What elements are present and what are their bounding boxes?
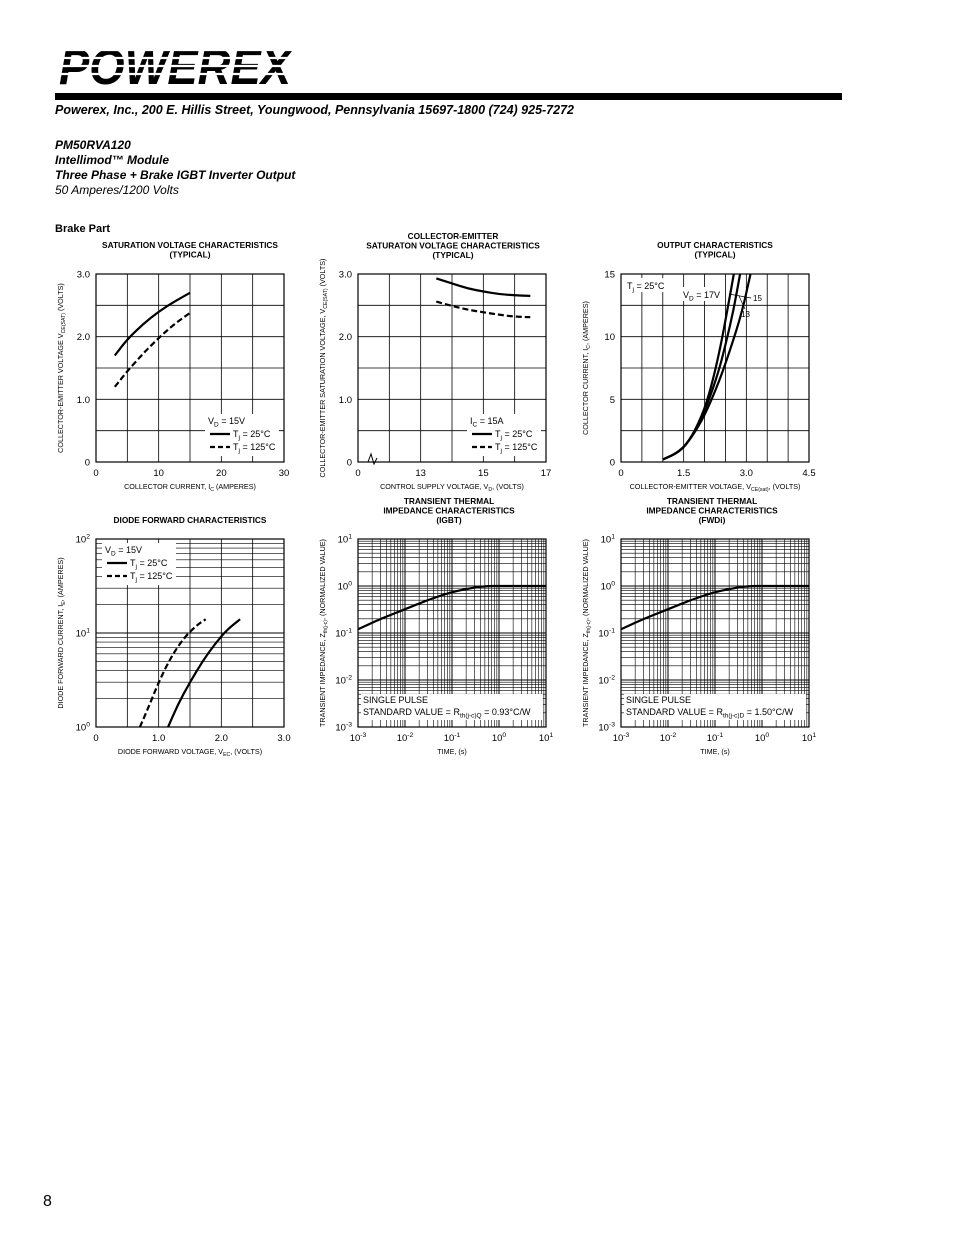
x-tick-label: 15: [478, 468, 489, 479]
notes: [624, 694, 806, 720]
y-tick-label: 2.0: [338, 332, 352, 344]
chart-sat: [56, 240, 289, 493]
y-axis-label: COLLECTOR-EMITTER SATURATION VOLTAGE, $V_{CE(SAT)}$ (VOLTS): [318, 258, 330, 478]
x-tick-label: 0: [93, 468, 99, 479]
y-tick-label: $10^2$: [75, 533, 90, 546]
y-tick-label: 3.0: [338, 269, 352, 281]
legend: [102, 543, 176, 585]
notes: [361, 694, 543, 720]
y-tick-label: $10^0$: [75, 721, 90, 734]
x-tick-label: $10^{-3}$: [612, 732, 630, 744]
chart-title: SATURATON VOLTAGE CHARACTERISTICS: [366, 240, 540, 251]
y-axis-label: DIODE FORWARD CURRENT, $I_E$, (AMPERES): [56, 557, 68, 709]
part-number: PM50RVA120: [55, 138, 131, 152]
company-address: Powerex, Inc., 200 E. Hillis Street, Youngwood, Pennsylvania 15697-1800 (724) 925-7272: [55, 103, 574, 117]
series-line-0: [115, 293, 190, 356]
chart-title: (TYPICAL): [432, 250, 474, 260]
legend-entry: $T_j = 125^\circ C$: [495, 442, 538, 455]
chart-title: IMPEDANCE CHARACTERISTICS: [646, 505, 778, 516]
y-tick-label: 3.0: [76, 269, 90, 281]
x-axis-label: CONTROL SUPPLY VOLTAGE, $V_D$, (VOLTS): [380, 482, 524, 494]
y-tick-label: $10^1$: [75, 627, 90, 640]
legend-condition: $V_D = 15V$: [105, 545, 142, 558]
legend-condition: $V_D = 15V$: [208, 416, 245, 429]
x-axis-label: DIODE FORWARD VOLTAGE, $V_{EC}$, (VOLTS): [117, 747, 263, 759]
x-tick-label: 1.0: [152, 733, 166, 744]
x-tick-label: 17: [540, 468, 552, 479]
chart-title: TRANSIENT THERMAL: [666, 496, 758, 506]
x-tick-label: $10^0$: [754, 732, 770, 744]
x-tick-label: 2.0: [214, 733, 228, 744]
module-name: Intellimod™ Module: [55, 153, 169, 167]
y-tick-label: $10^{-3}$: [335, 721, 352, 734]
chart-title: (TYPICAL): [694, 249, 736, 260]
annotation-temp: $T_j = 25^\circ C$: [627, 281, 665, 294]
chart-title: (TYPICAL): [169, 249, 211, 260]
y-tick-label: $10^{-2}$: [598, 674, 615, 687]
y-axis-label: COLLECTOR-EMITTER VOLTAGE $V_{CE(SAT)}$ (VOLTS): [56, 283, 68, 453]
x-tick-label: 30: [278, 468, 290, 479]
annotation-15: 15: [753, 294, 762, 303]
legend-condition: $I_C = 15A$: [470, 416, 504, 429]
note-standard-value: STANDARD VALUE = $R_{th(j-c)D} = 1.50^\circ C/W$: [626, 707, 794, 720]
chart-diode: [56, 515, 291, 758]
x-tick-label: $10^{-2}$: [659, 732, 677, 744]
y-tick-label: 5: [609, 394, 615, 406]
chart-title: TRANSIENT THERMAL: [403, 496, 495, 506]
y-tick-label: $10^{-2}$: [335, 674, 352, 687]
x-tick-label: 10: [153, 468, 164, 479]
product-rating: 50 Amperes/1200 Volts: [55, 183, 179, 197]
x-tick-label: 3.0: [739, 468, 753, 479]
svg-text:POWEREX: POWEREX: [59, 39, 294, 90]
x-tick-label: 0: [93, 733, 99, 744]
y-tick-label: 0: [609, 457, 615, 469]
chart-zth_fwdi: [581, 496, 816, 756]
y-axis-label: TRANSIENT IMPEDANCE, $Z_{th(j-c)}$, (NORMALIZED VALUE): [318, 539, 330, 727]
note-single-pulse: SINGLE PULSE: [363, 695, 429, 705]
chart-title: SATURATION VOLTAGE CHARACTERISTICS: [102, 240, 278, 250]
legend-entry: $T_j = 125^\circ C$: [130, 571, 173, 584]
series-line-1: [115, 313, 190, 387]
chart-title: DIODE FORWARD CHARACTERISTICS: [113, 515, 267, 525]
y-tick-label: $10^0$: [600, 580, 615, 593]
y-tick-label: 1.0: [76, 394, 90, 406]
chart-title: IMPEDANCE CHARACTERISTICS: [383, 505, 515, 516]
y-axis-label: TRANSIENT IMPEDANCE, $Z_{th(j-c)}$, (NORMALIZED VALUE): [581, 539, 593, 727]
y-axis-label: COLLECTOR CURRENT, $I_C$, (AMPERES): [581, 301, 593, 435]
legend: [467, 414, 541, 456]
x-tick-label: $10^{-1}$: [443, 732, 461, 744]
y-tick-label: 10: [604, 332, 615, 344]
product-description: Three Phase + Brake IGBT Inverter Output: [55, 168, 296, 182]
chart-title: (IGBT): [436, 515, 462, 525]
legend: [205, 414, 279, 456]
note-single-pulse: SINGLE PULSE: [626, 695, 692, 705]
y-tick-label: $10^{-1}$: [598, 627, 615, 640]
x-axis-label: COLLECTOR CURRENT, $I_C$ (AMPERES): [124, 482, 256, 494]
series-line-2: [663, 274, 751, 460]
legend-entry: $T_j = 25^\circ C$: [495, 429, 533, 442]
y-tick-label: 0: [84, 457, 90, 469]
x-tick-label: $10^{-1}$: [706, 732, 724, 744]
legend-entry: $T_j = 25^\circ C$: [233, 429, 271, 442]
y-tick-label: 2.0: [76, 332, 90, 344]
chart-title: OUTPUT CHARACTERISTICS: [657, 240, 773, 250]
y-tick-label: $10^0$: [337, 580, 352, 593]
chart-output: [581, 240, 816, 493]
y-tick-label: 15: [604, 269, 615, 281]
x-axis-label: TIME, (s): [437, 747, 467, 756]
x-tick-label: $10^0$: [491, 732, 507, 744]
legend-entry: $T_j = 25^\circ C$: [130, 558, 168, 571]
x-tick-label: $10^{-3}$: [349, 732, 367, 744]
x-tick-label: 4.5: [802, 468, 816, 479]
x-tick-label: 20: [216, 468, 227, 479]
annotation-13: 13: [741, 310, 750, 319]
y-tick-label: $10^1$: [600, 533, 615, 546]
annotation-vd: $V_D = 17V$: [683, 290, 720, 303]
series-line-0: [168, 619, 240, 727]
y-tick-label: 0: [346, 457, 352, 469]
x-tick-label: 0: [618, 468, 624, 479]
note-standard-value: STANDARD VALUE = $R_{th(j-c)Q} = 0.93^\circ C/W$: [363, 707, 531, 720]
y-tick-label: $10^{-3}$: [598, 721, 615, 734]
chart-zth_igbt: [318, 496, 553, 756]
x-tick-label: $10^1$: [538, 732, 554, 744]
y-tick-label: $10^{-1}$: [335, 627, 352, 640]
x-tick-label: 1.5: [677, 468, 691, 479]
legend-entry: $T_j = 125^\circ C$: [233, 442, 276, 455]
x-tick-label: $10^{-2}$: [396, 732, 414, 744]
x-tick-label: 0: [355, 468, 361, 479]
x-tick-label: 3.0: [277, 733, 291, 744]
y-tick-label: $10^1$: [337, 533, 352, 546]
x-axis-label: TIME, (s): [700, 747, 730, 756]
chart-cesat: [318, 231, 551, 493]
x-axis-label: COLLECTOR-EMITTER VOLTAGE, $V_{CE(sat)}$, (VOLTS): [629, 482, 801, 494]
section-title: Brake Part: [55, 223, 111, 235]
x-tick-label: $10^1$: [801, 732, 817, 744]
annotations: [624, 278, 762, 319]
y-tick-label: 1.0: [338, 394, 352, 406]
chart-title: COLLECTOR-EMITTER: [407, 231, 499, 241]
page-number: 8: [43, 1193, 52, 1210]
x-tick-label: 13: [415, 468, 426, 479]
chart-title: (FWDi): [698, 515, 726, 525]
